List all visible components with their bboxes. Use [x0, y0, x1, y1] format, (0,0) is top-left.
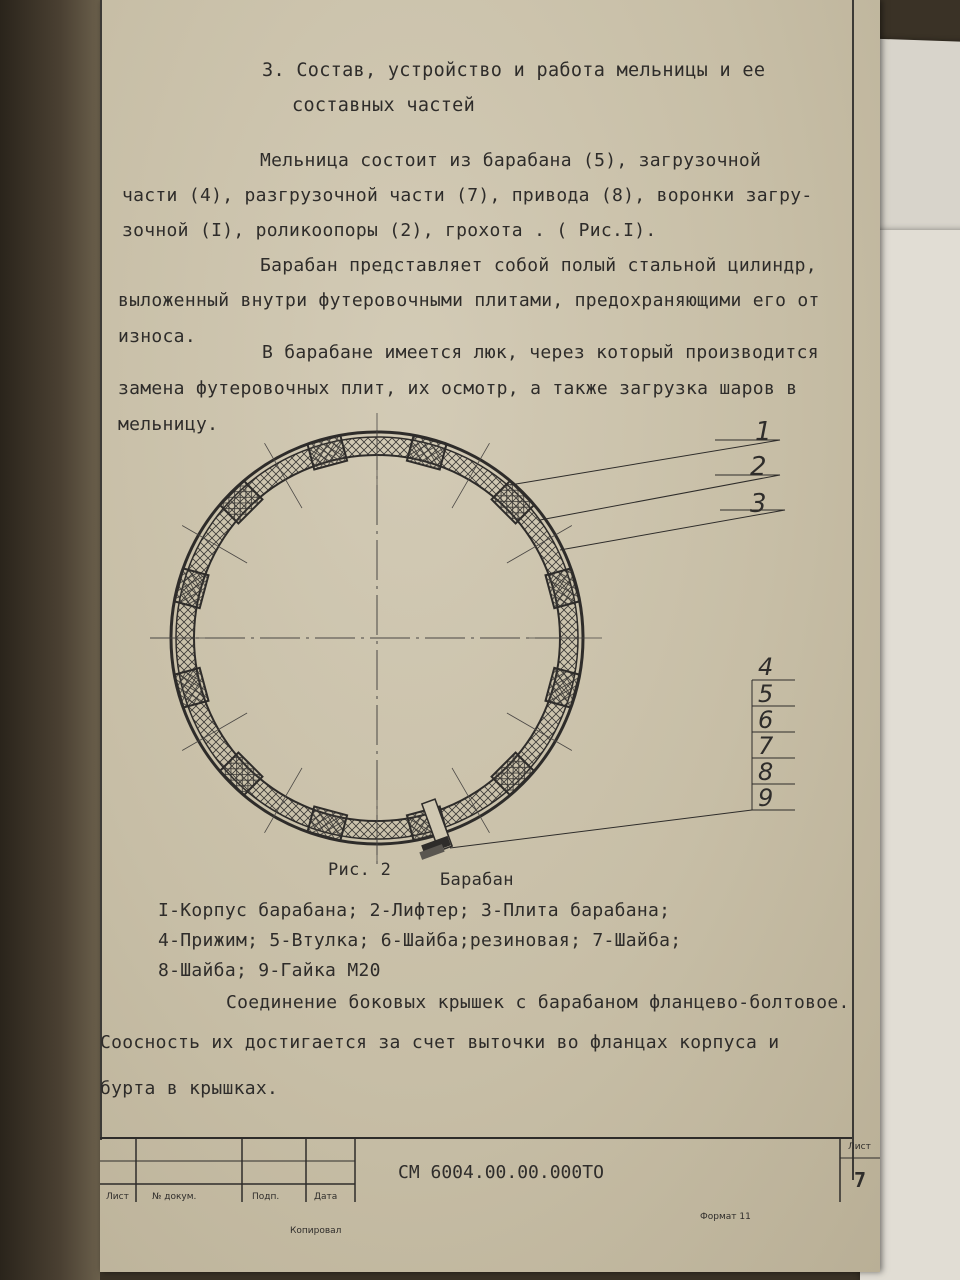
legend-line: I-Корпус барабана; 2-Лифтер; 3-Плита барабана;	[158, 900, 671, 921]
paragraph-line: Барабан представляет собой полый стальной цилиндр,	[260, 255, 817, 276]
document-code: СМ 6004.00.00.000ТО	[398, 1162, 604, 1183]
paragraph-line: В барабане имеется люк, через который производится	[262, 342, 819, 363]
section-heading-line1: 3. Состав, устройство и работа мельницы и ее	[262, 60, 766, 81]
figure-label: Рис. 2	[328, 860, 392, 880]
right-margin-line	[852, 0, 854, 1180]
callout-4: 4	[758, 653, 774, 681]
callout-1: 1	[755, 417, 772, 447]
drum-drawing	[140, 410, 840, 900]
callout-6: 6	[758, 706, 774, 734]
paragraph-line: зочной (I), роликоопоры (2), грохота . ( Рис.I).	[122, 220, 657, 241]
col-sign: Подп.	[252, 1192, 280, 1202]
callout-2: 2	[750, 452, 767, 482]
legend-line: 8-Шайба; 9-Гайка М20	[158, 960, 381, 981]
copied-label: Копировал	[290, 1226, 342, 1236]
closing-line: бурта в крышках.	[100, 1078, 279, 1099]
callout-3: 3	[750, 489, 767, 519]
callout-5: 5	[758, 680, 774, 708]
leader-line-2	[540, 475, 780, 520]
document-page	[100, 0, 880, 1272]
section-heading-line2: составных частей	[292, 95, 476, 116]
legend-line: 4-Прижим; 5-Втулка; 6-Шайба;резиновая; 7-Шайба;	[158, 930, 682, 951]
figure-title: Барабан	[440, 870, 514, 890]
desk-background	[0, 0, 100, 1280]
left-margin-line	[100, 0, 102, 1140]
paragraph-line: износа.	[118, 326, 196, 347]
leader-line-1	[510, 440, 780, 485]
callout-7: 7	[758, 732, 774, 760]
format-label: Формат 11	[700, 1212, 751, 1222]
paragraph-line: выложенный внутри футеровочными плитами, предохраняющими его от	[118, 290, 820, 311]
paragraph-line: замена футеровочных плит, их осмотр, а также загрузка шаров в	[118, 378, 798, 399]
closing-line: Соединение боковых крышек с барабаном фланцево-болтовое.	[226, 992, 850, 1013]
sheet-number: 7	[854, 1168, 867, 1192]
callout-9: 9	[758, 784, 774, 812]
sheet-label: Лист	[848, 1142, 871, 1152]
col-date: Дата	[314, 1192, 338, 1202]
callout-8: 8	[758, 758, 774, 786]
callout-stack-leader	[450, 810, 752, 848]
closing-line: Соосность их достигается за счет выточки во фланцах корпуса и	[100, 1032, 780, 1053]
col-list: Лист	[106, 1192, 129, 1202]
paragraph-line: части (4), разгрузочной части (7), привода (8), воронки загру-	[122, 185, 813, 206]
paragraph-line: мельницу.	[118, 414, 219, 435]
paragraph-line: Мельница состоит из барабана (5), загрузочной	[260, 150, 762, 171]
col-doc: № докум.	[152, 1192, 197, 1202]
